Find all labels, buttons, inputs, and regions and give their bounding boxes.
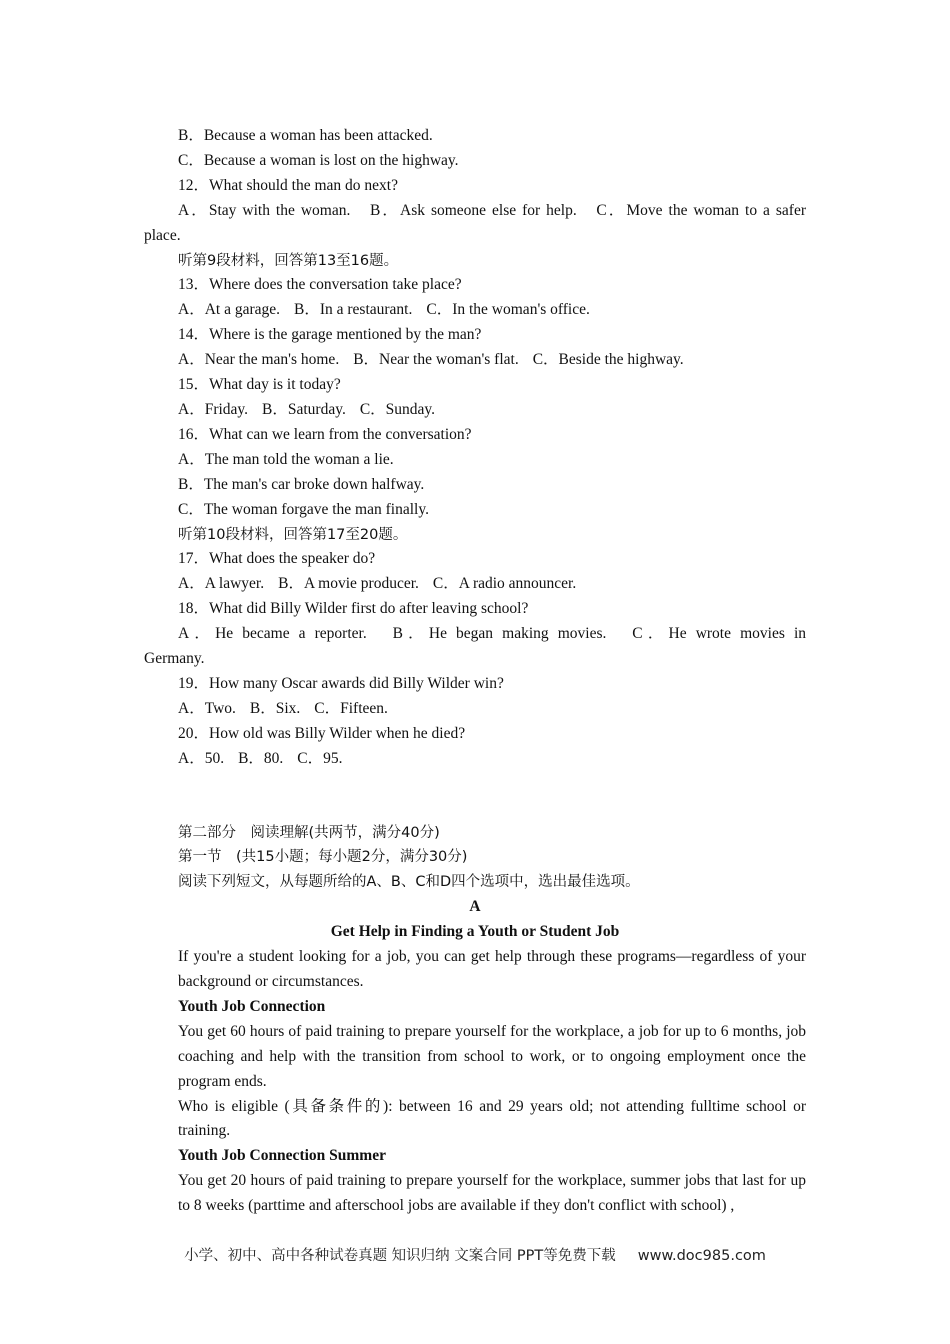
- passage-title: Get Help in Finding a Youth or Student Job: [330, 923, 620, 941]
- q17-option-a: A．A lawyer.: [178, 575, 265, 593]
- q20-option-a: A．50.: [178, 749, 225, 767]
- passage-heading-youth-job-connection: Youth Job Connection: [178, 997, 326, 1015]
- q20-question: 20．How old was Billy Wilder when he died?: [178, 724, 466, 742]
- q12-question: 12．What should the man do next?: [178, 176, 398, 194]
- q13-option-a: A．At a garage.: [178, 301, 280, 319]
- q16-option-a: A．The man told the woman a lie.: [178, 450, 394, 468]
- q14-question: 14．Where is the garage mentioned by the man?: [178, 326, 482, 344]
- q13-options: [144, 298, 806, 323]
- q15-question: 15．What day is it today?: [178, 376, 341, 394]
- part-two-title: 第二部分 阅读理解(共两节，满分40分): [178, 824, 440, 841]
- q12-options: A．Stay with the woman. B．Ask someone else for help. C．Move the woman to a safer: [178, 201, 806, 219]
- reading-instruction: 阅读下列短文，从每题所给的A、B、C和D四个选项中，选出最佳选项。: [178, 874, 640, 891]
- q15-option-b: B．Saturday.: [262, 400, 346, 418]
- document-page: [144, 124, 806, 1219]
- q18-options: A．He became a reporter. B．He began making movies. C．He wrote movies in: [178, 625, 806, 643]
- section-spacer: [144, 772, 806, 821]
- q17-option-b: B．A movie producer.: [278, 575, 419, 593]
- section-one-title: 第一节 (共15小题；每小题2分，满分30分): [178, 849, 468, 866]
- q15-options: [144, 398, 806, 423]
- q20-option-b: B．80.: [238, 749, 284, 767]
- q14-option-a: A．Near the man's home.: [178, 351, 340, 369]
- passage-paragraph-4: You get 20 hours of paid training to prepare yourself for the workplace, summer jobs that last for up to 8 weeks (parttime and afterschool jobs are available if they don't conflict with school) ,: [178, 1172, 806, 1215]
- q16-option-b: B．The man's car broke down halfway.: [178, 475, 425, 493]
- q11-option-b: B．Because a woman has been attacked.: [178, 127, 433, 144]
- q15-option-c: C．Sunday.: [359, 400, 436, 418]
- footer-url[interactable]: www.doc985.com: [637, 1248, 766, 1264]
- q18-options-cont: Germany.: [144, 650, 205, 668]
- passage-paragraph-2: You get 60 hours of paid training to prepare yourself for the workplace, a job for up to 6 months, job coaching and help with the transition from school to work, or to ongoing employment once the program ends.: [178, 1022, 806, 1090]
- page-footer: [0, 1244, 950, 1265]
- q14-option-c: C．Beside the highway.: [532, 351, 684, 369]
- q20-option-c: C．95.: [297, 749, 343, 767]
- q14-options: [144, 348, 806, 373]
- footer-text: 小学、初中、高中各种试卷真题 知识归纳 文案合同 PPT等免费下载: [184, 1248, 616, 1264]
- passage-letter: A: [469, 898, 481, 916]
- q15-option-a: A．Friday.: [178, 400, 249, 418]
- q11-option-c: C．Because a woman is lost on the highway.: [178, 151, 459, 169]
- q19-options: [144, 697, 806, 722]
- q13-option-b: B．In a restaurant.: [294, 301, 413, 319]
- q19-option-c: C．Fifteen.: [314, 699, 388, 717]
- q13-question: 13．Where does the conversation take place?: [178, 276, 462, 294]
- passage-paragraph-1: If you're a student looking for a job, you can get help through these programs—regardless of your background or circumstances.: [178, 948, 806, 990]
- q18-question: 18．What did Billy Wilder first do after leaving school?: [178, 600, 529, 618]
- q17-question: 17．What does the speaker do?: [178, 550, 376, 568]
- passage-heading-youth-job-connection-summer: Youth Job Connection Summer: [178, 1147, 386, 1165]
- q13-option-c: C．In the woman's office.: [426, 301, 590, 319]
- q19-question: 19．How many Oscar awards did Billy Wilder win?: [178, 674, 504, 692]
- q16-option-c: C．The woman forgave the man finally.: [178, 500, 429, 518]
- passage-paragraph-3: Who is eligible (具备条件的): between 16 and 29 years old; not attending fulltime school or training.: [178, 1097, 806, 1140]
- q16-question: 16．What can we learn from the conversation?: [178, 425, 472, 443]
- section-10-instruction: 听第10段材料，回答第17至20题。: [178, 526, 408, 543]
- q12-options-cont: place.: [144, 226, 181, 244]
- q17-option-c: C．A radio announcer.: [432, 575, 577, 593]
- q19-option-a: A．Two.: [178, 699, 236, 717]
- section-9-instruction: 听第9段材料，回答第13至16题。: [178, 252, 399, 269]
- q17-options: [144, 572, 806, 597]
- q19-option-b: B．Six.: [249, 699, 301, 717]
- q14-option-b: B．Near the woman's flat.: [353, 351, 519, 369]
- q20-options: [144, 747, 806, 772]
